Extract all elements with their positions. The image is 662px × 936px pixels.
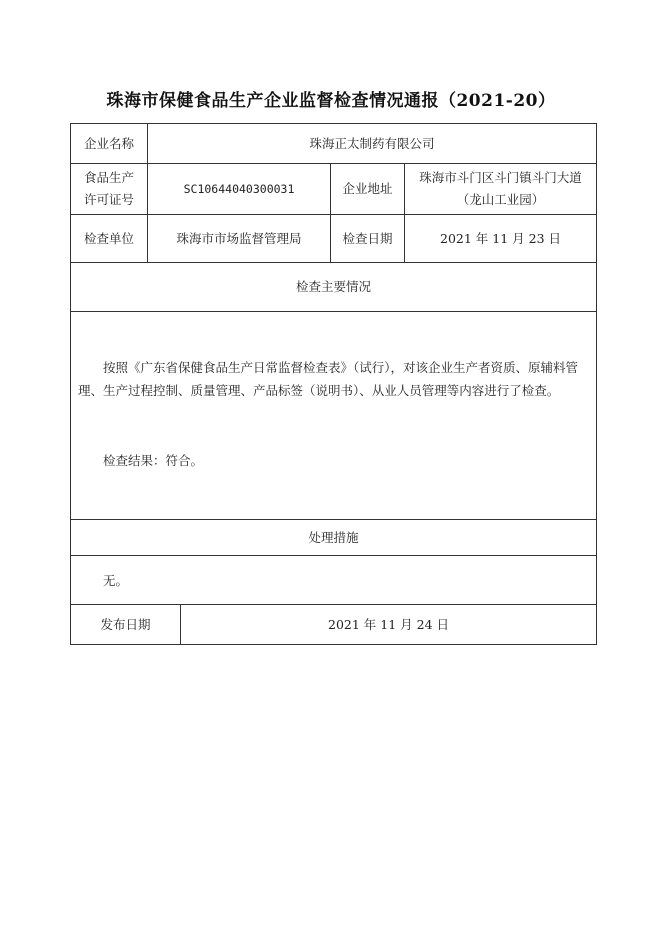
findings-result: 检查结果：符合。 (103, 453, 204, 468)
address-line1: 珠海市斗门区斗门镇斗门大道 (419, 170, 582, 185)
company-name-value: 珠海正太制药有限公司 (309, 135, 435, 151)
inspector-label: 检查单位 (71, 215, 148, 262)
row-publish (71, 605, 596, 644)
row-measures-value (71, 556, 596, 605)
row-findings-header (71, 263, 596, 312)
row-measures-header (71, 520, 596, 556)
address-value (405, 164, 596, 214)
row-company (71, 124, 596, 164)
findings-paragraph: 按照《广东省保健食品生产日常监督检查表》（试行），对该企业生产者资质、原辅料管理、生产过程控制、质量管理、产品标签（说明书）、从业人员管理等内容进行了检查。 (78, 360, 579, 398)
measures-value: 无。 (103, 573, 129, 588)
publish-date-value: 2021 年 11 月 24 日 (328, 616, 449, 632)
publish-date-label: 发布日期 (71, 605, 181, 644)
inspection-date-label: 检查日期 (331, 215, 405, 262)
row-inspection (71, 215, 596, 263)
address-line2: （龙山工业园） (456, 192, 545, 207)
inspector-value: 珠海市市场监督管理局 (148, 215, 331, 262)
row-license-address (71, 164, 596, 215)
inspection-date-value: 2021 年 11 月 23 日 (440, 230, 561, 246)
license-label (71, 164, 148, 214)
license-number: SC10644040300031 (148, 164, 331, 214)
measures-header: 处理措施 (308, 529, 359, 545)
company-name-label: 企业名称 (71, 124, 148, 163)
license-label-line2: 许可证号 (83, 192, 134, 207)
findings-header: 检查主要情况 (295, 279, 371, 294)
report-table (70, 123, 597, 645)
license-label-line1: 食品生产 (83, 170, 134, 185)
address-label: 企业地址 (331, 164, 405, 214)
row-findings-body (71, 312, 596, 520)
document-title: 珠海市保健食品生产企业监督检查情况通报（2021-20） (106, 91, 556, 111)
